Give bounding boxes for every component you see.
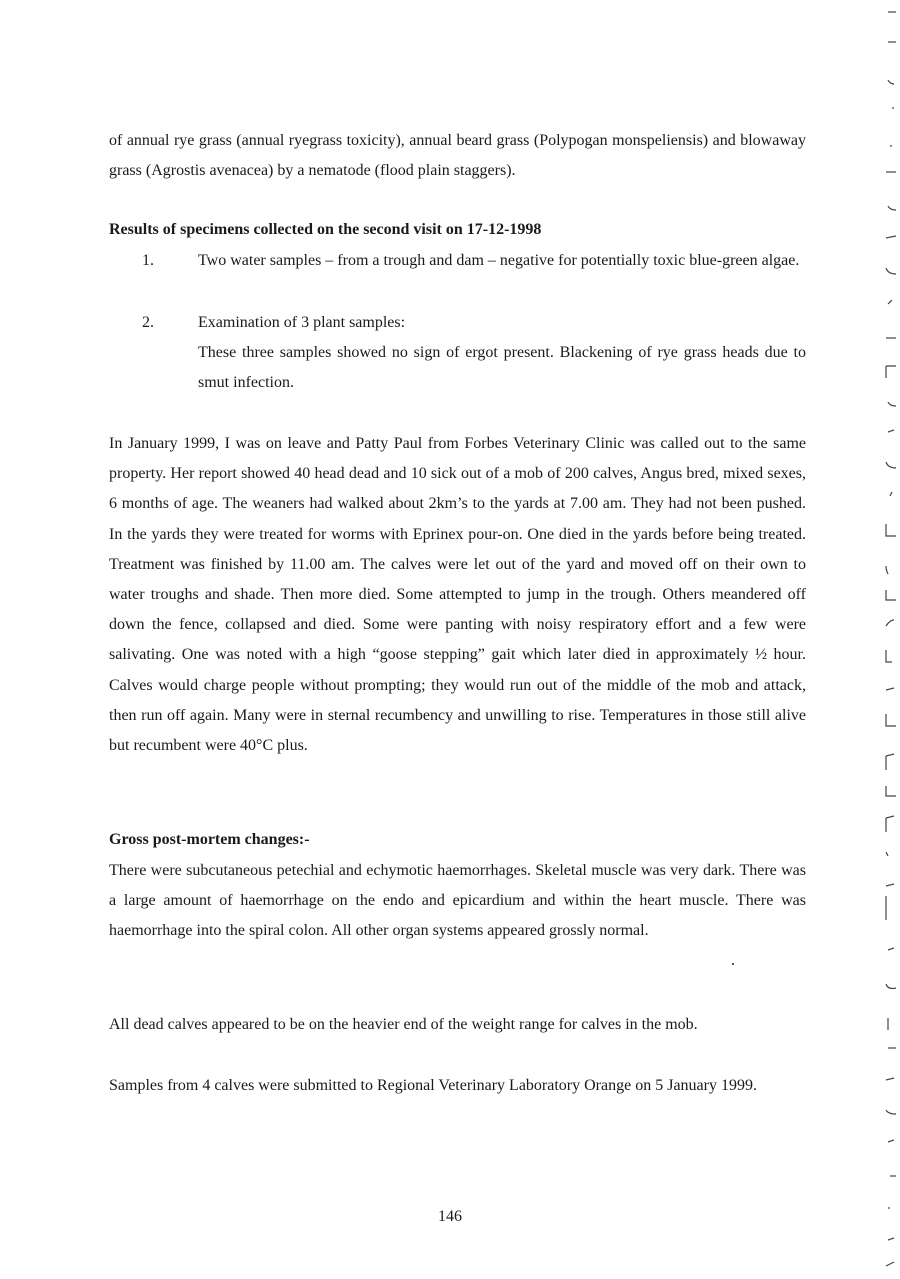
scan-speck	[732, 963, 734, 965]
list-item-text: Examination of 3 plant samples:	[198, 314, 406, 331]
list-item-text: Two water samples – from a trough and dam – negative for potentially toxic blue-green algae.	[198, 252, 800, 269]
intro-paragraph: of annual rye grass (annual ryegrass toxicity), annual beard grass (Polypogan monspeliensis) and blowaway grass (Agrostis avenacea) by a nematode (flood plain staggers).	[109, 132, 806, 180]
weight-paragraph: All dead calves appeared to be on the heavier end of the weight range for calves in the mob.	[109, 1016, 698, 1033]
list-item-subtext: These three samples showed no sign of ergot present. Blackening of rye grass heads due to smut infection.	[198, 344, 806, 392]
results-list-item-2	[109, 308, 806, 399]
list-number: 2.	[142, 314, 154, 331]
postmortem-paragraph: There were subcutaneous petechial and echymotic haemorrhages. Skeletal muscle was very dark. There was a large amount of haemorrhage on the endo and epicardium and within the heart muscle. There was haemorrhage into the spiral colon. All other organ systems appeared grossly normal.	[109, 862, 806, 940]
january-paragraph: In January 1999, I was on leave and Patty Paul from Forbes Veterinary Clinic was called out to the same property. Her report showed 40 head dead and 10 sick out of a mob of 200 calves, Angus bred, mixed sexes, 6 months of age. The weaners had walked about 2km’s to the yards at 7.00 am. They had not been pushed. In the yards they were treated for worms with Eprinex pour-on. One died in the yards before being treated. Treatment was finished by 11.00 am. The calves were let out of the yard and moved off on their own to water troughs and shade. Then more died. Some attempted to jump in the trough. Others meandered off down the fence, collapsed and died. Some were panting with noisy respiratory effort and a few were salivating. One was noted with a high “goose stepping” gait which later died in approximately ½ hour. Calves would charge people without prompting; they would run out of the middle of the mob and attack, then run off again. Many were in sternal recumbency and unwilling to rise. Temperatures in those still alive but recumbent were 40°C plus.	[109, 435, 806, 755]
postmortem-heading: Gross post-mortem changes:-	[109, 831, 310, 848]
scan-edge-marks	[870, 0, 900, 1279]
results-heading: Results of specimens collected on the second visit on 17-12-1998	[109, 221, 542, 238]
samples-paragraph: Samples from 4 calves were submitted to Regional Veterinary Laboratory Orange on 5 January 1999.	[109, 1077, 757, 1094]
list-number: 1.	[142, 252, 154, 269]
results-list-item-1	[109, 246, 806, 276]
page-number: 146	[438, 1208, 462, 1225]
